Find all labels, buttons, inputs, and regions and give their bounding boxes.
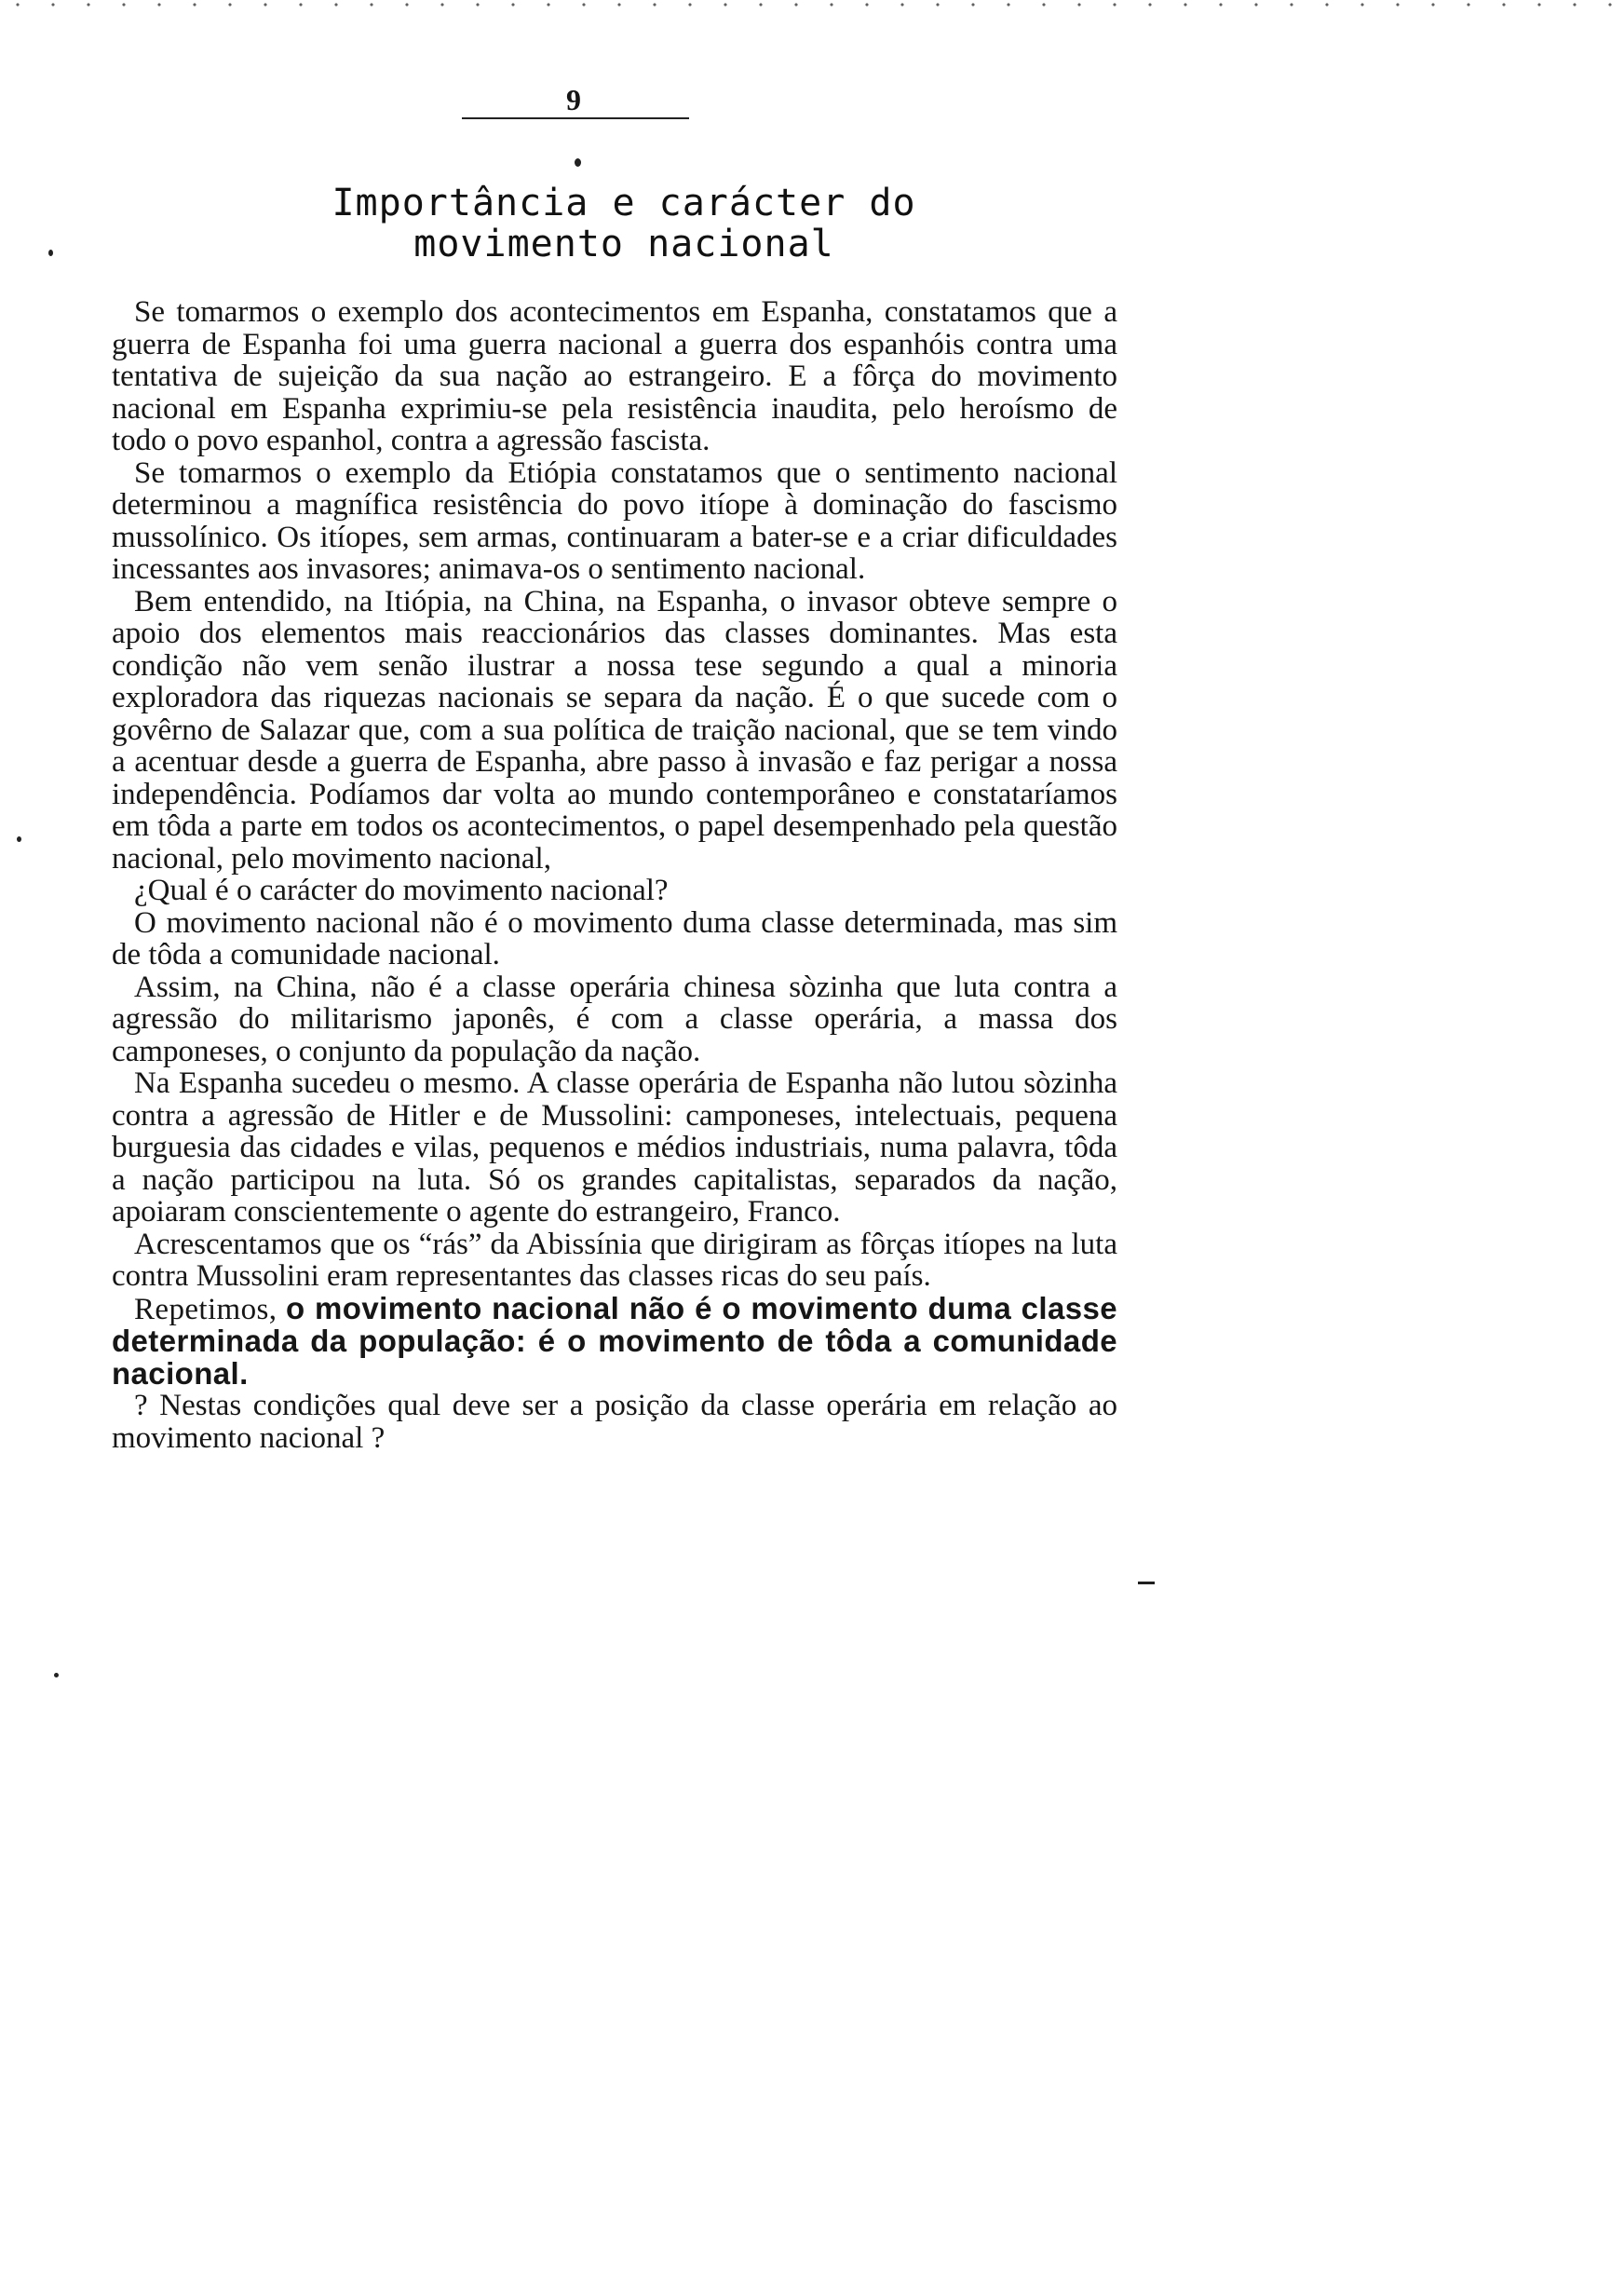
scan-dash-mark [1138,1582,1155,1584]
scan-noise-strip [0,0,1624,9]
paragraph: Acrescentamos que os “rás” da Abissínia que dirigiram as fôrças itíopes na luta contra Mussolini eram representantes das classes ricas do seu país. [112,1227,1117,1293]
header-rule [462,117,689,119]
paragraph: Se tomarmos o exemplo da Etiópia constatamos que o sentimento nacional determinou a magnífica resistência do povo itíope à dominação do fascismo mussolínico. Os itíopes, sem armas, continuaram a bater-se e a criar dificuldades incessantes aos invasores; animava-os o sentimento nacional. [112,455,1117,586]
page-number-header [462,82,689,123]
paragraph: Bem entendido, na Itiópia, na China, na Espanha, o invasor obteve sempre o apoio dos elementos mais reaccionários das classes dominantes. Mas esta condição não vem senão ilustrar a nossa tese segundo a qual a minoria exploradora das riquezas nacionais se separa da nação. É o que sucede com o govêrno de Salazar que, com a sua política de traição nacional, que se tem vindo a acentuar desde a guerra de Espanha, abre passo à invasão e faz perigar a nossa independência. Podíamos dar volta ao mundo contemporâneo e constataríamos em tôda a parte em todos os acontecimentos, o papel desempenhado pela questão nacional, pelo movimento nacional, [112,584,1117,876]
scan-speck [48,250,53,256]
body-text [112,296,1117,1454]
section-title [223,183,1024,265]
scan-speck [54,1673,59,1677]
paragraph: O movimento nacional não é o movimento duma classe determinada, mas sim de tôda a comunidade nacional. [112,905,1117,971]
closing-question: ? Nestas condições qual deve ser a posição da classe operária em relação ao movimento nacional ? [112,1389,1117,1455]
section-title-line-2: movimento nacional [413,223,834,265]
paragraph: ¿Qual é o carácter do movimento nacional? [134,874,669,907]
scan-speck [17,836,21,842]
scan-speck [575,158,581,167]
page-number: 9 [562,82,585,117]
paragraph: Na Espanha sucedeu o mesmo. A classe operária de Espanha não lutou sòzinha contra a agressão de Hitler e de Mussolini: camponeses, intelectuais, pequena burguesia das cidades e vilas, pequenos e médios industriais, numa palavra, tôda a nação participou na luta. Só os grandes capitalistas, separados da nação, apoiaram conscientemente o agente do estrangeiro, Franco. [112,1066,1117,1229]
emphasis-paragraph [112,1290,1117,1391]
emphasis-lead: Repetimos, [134,1292,286,1326]
paragraph: Assim, na China, não é a classe operária chinesa sòzinha que luta contra a agressão do militarismo japonês, é com a classe operária, a massa dos camponeses, o conjunto da população da nação. [112,970,1117,1068]
emphasis-text: o movimento nacional não é o movimento duma classe determinada da população: é o movimento de tôda a comunidade nacional. [112,1290,1117,1391]
section-title-line-1: Importância e carácter do [332,182,916,224]
paragraph: Se tomarmos o exemplo dos acontecimentos em Espanha, constatamos que a guerra de Espanha foi uma guerra nacional a guerra dos espanhóis contra uma tentativa de sujeição da sua nação ao estrangeiro. E a fôrça do movimento nacional em Espanha exprimiu-se pela resistência inaudita, pelo heroísmo de todo o povo espanhol, contra a agressão fascista. [112,295,1117,457]
